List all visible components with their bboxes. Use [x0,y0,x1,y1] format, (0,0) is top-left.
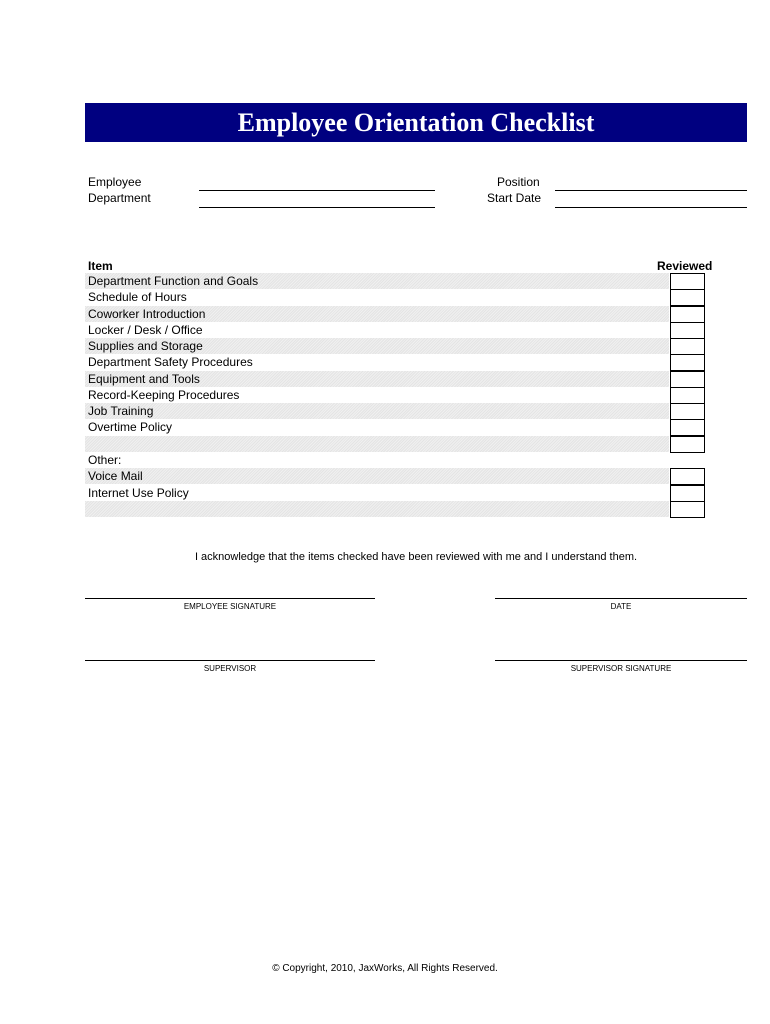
checklist-item: Record-Keeping Procedures [88,388,240,402]
copyright-notice: © Copyright, 2010, JaxWorks, All Rights Reserved. [272,963,498,974]
checklist-item: Locker / Desk / Office [88,323,203,337]
checklist-item: Job Training [85,403,669,419]
reviewed-checkbox[interactable] [670,306,705,323]
reviewed-checkbox[interactable] [670,322,705,339]
date-line[interactable] [495,598,747,599]
item-header: Item [88,259,113,273]
position-field[interactable] [555,190,747,191]
checklist-item: Overtime Policy [88,420,173,434]
checklist-item: Schedule of Hours [88,290,187,304]
employee-signature-line[interactable] [85,598,375,599]
employee-field[interactable] [199,190,435,191]
start-date-field[interactable] [555,207,747,208]
reviewed-checkbox[interactable] [670,273,705,290]
reviewed-checkbox[interactable] [670,468,705,485]
reviewed-checkbox[interactable] [670,403,705,420]
reviewed-checkbox[interactable] [670,501,705,518]
employee-label: Employee [88,175,142,189]
supervisor-signature-label: SUPERVISOR SIGNATURE [570,664,672,673]
reviewed-checkbox[interactable] [670,485,705,502]
supervisor-line[interactable] [85,660,375,661]
reviewed-checkbox[interactable] [670,371,705,388]
other-label: Other: [88,453,122,467]
supervisor-label: SUPERVISOR [203,664,257,673]
page-title: Employee Orientation Checklist [85,103,747,142]
department-label: Department [88,191,151,205]
reviewed-checkbox[interactable] [670,436,705,453]
supervisor-signature-line[interactable] [495,660,747,661]
reviewed-header: Reviewed [657,259,713,273]
date-label: DATE [610,602,632,611]
employee-signature-label: EMPLOYEE SIGNATURE [183,602,277,611]
checklist-item [85,501,669,517]
department-field[interactable] [199,207,435,208]
reviewed-checkbox[interactable] [670,289,705,306]
start-date-label: Start Date [487,191,542,205]
checklist-item: Voice Mail [85,468,669,484]
reviewed-checkbox[interactable] [670,419,705,436]
checklist-item: Internet Use Policy [88,486,189,500]
position-label: Position [497,175,540,189]
reviewed-checkbox[interactable] [670,387,705,404]
checklist-item: Equipment and Tools [85,371,669,387]
acknowledgement-text: I acknowledge that the items checked have been reviewed with me and I understand them. [194,551,638,563]
checklist-item: Department Safety Procedures [88,355,253,369]
checklist-item: Department Function and Goals [85,273,669,289]
reviewed-checkbox[interactable] [670,338,705,355]
checklist-item: Coworker Introduction [85,306,669,322]
reviewed-checkbox[interactable] [670,354,705,371]
checklist-item: Supplies and Storage [85,338,669,354]
checklist-item [85,436,669,452]
